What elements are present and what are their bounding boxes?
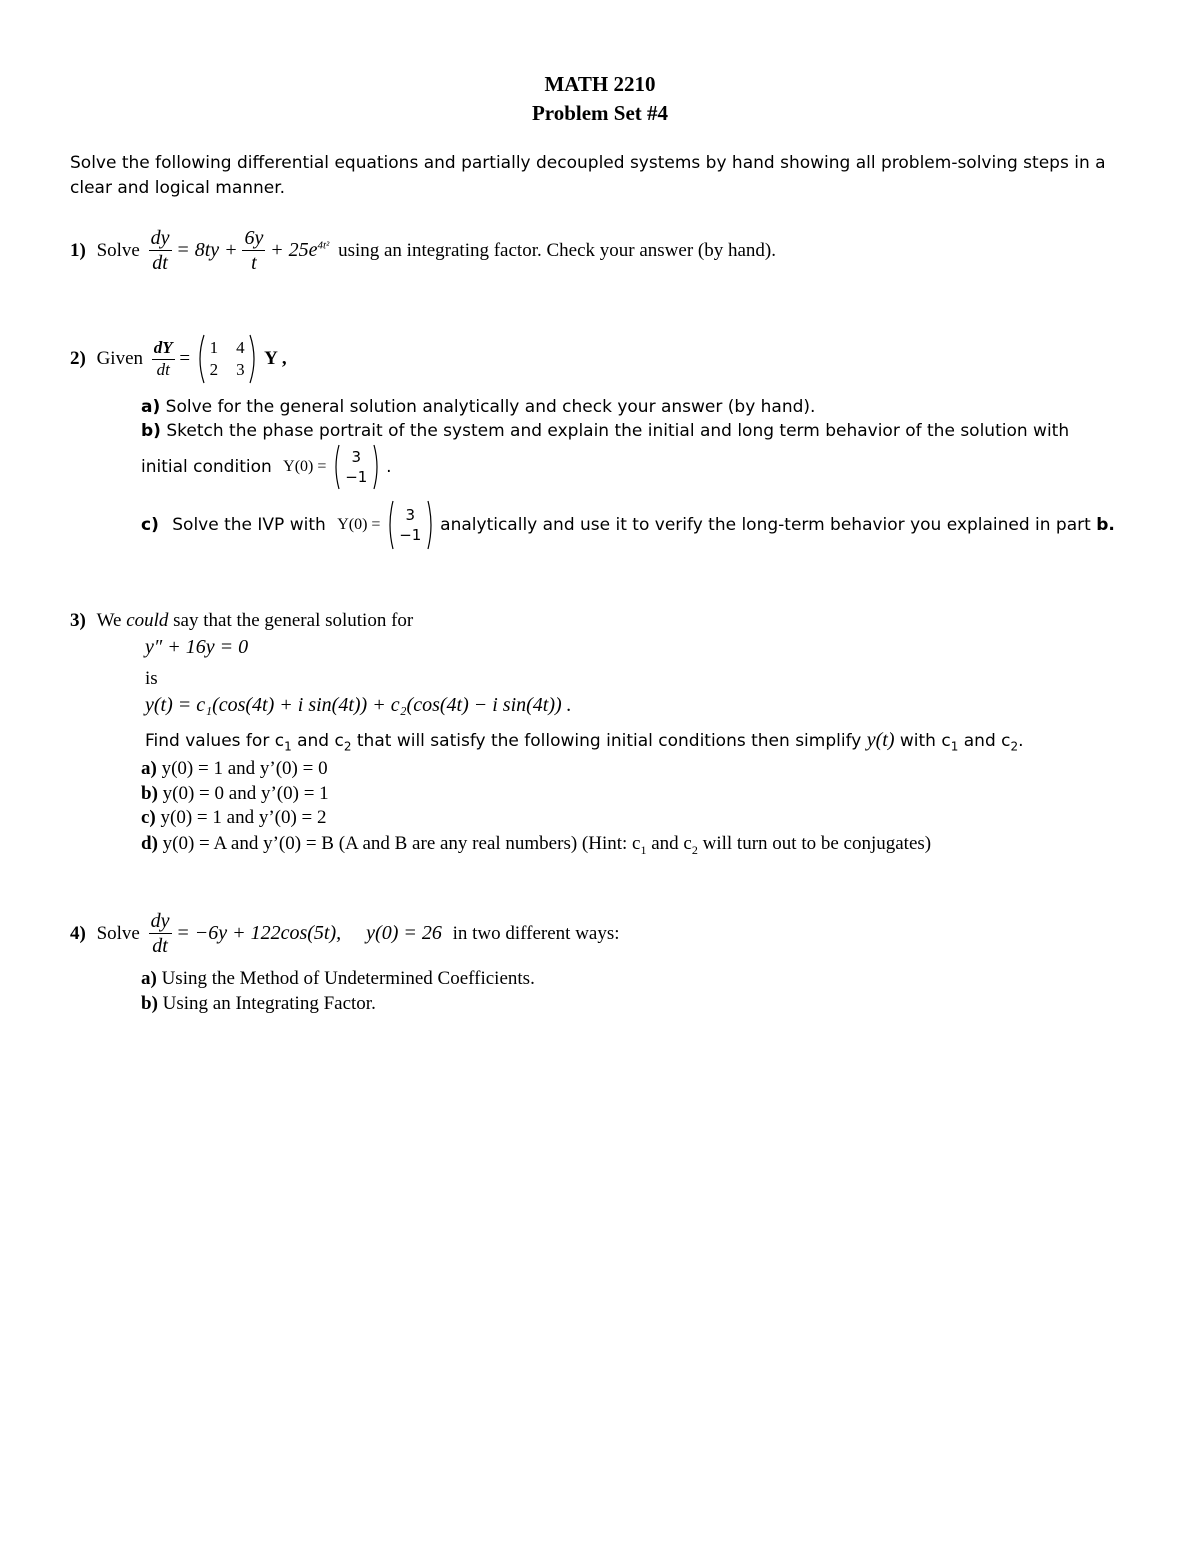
part-reference: b.	[1096, 515, 1115, 535]
derivative-fraction	[152, 338, 175, 380]
part-text: y(0) = 1 and y’(0) = 2	[160, 807, 327, 828]
subscript: 1	[640, 842, 647, 857]
general-solution: y(t) = c₁(cos(4t) + i sin(4t)) + c₂(cos(4t) − i sin(4t)) .	[145, 694, 572, 716]
period: .	[386, 457, 392, 477]
equation-ode: y″ + 16y = 0	[145, 636, 249, 658]
fraction-numerator: dy	[150, 227, 170, 249]
problem-2c	[141, 500, 1115, 550]
problem-4	[70, 909, 620, 958]
part-label: c)	[141, 515, 159, 535]
instruction-text: with c	[899, 731, 951, 751]
problem-3a	[141, 758, 328, 780]
matrix-entry: 1	[209, 338, 219, 357]
right-paren-icon	[427, 500, 435, 550]
problem-verb: Given	[96, 348, 144, 369]
equation-part: = 8ty +	[176, 239, 238, 261]
fraction-denominator: dt	[152, 935, 168, 957]
problem-number: 1)	[70, 239, 86, 261]
matrix-entry: 3	[236, 360, 245, 379]
problem-number: 2)	[70, 348, 86, 369]
left-paren-icon	[195, 334, 205, 384]
part-text: Using an Integrating Factor.	[162, 993, 376, 1014]
part-label: b)	[141, 783, 158, 804]
left-paren-icon	[386, 500, 394, 550]
matrix-entry: 4	[236, 338, 245, 357]
subscript: 1	[950, 739, 959, 754]
instruction-text: Find values for c	[145, 731, 285, 751]
instruction-text: that will satisfy the following initial conditions then simplify	[356, 731, 862, 751]
part-text: initial condition	[141, 457, 272, 477]
right-paren-icon	[249, 334, 259, 384]
problem-2a	[141, 397, 815, 417]
page-title: Problem Set #4	[531, 101, 669, 125]
subscript: 2	[1010, 739, 1019, 754]
fraction-denominator: dt	[152, 252, 168, 274]
instruction-text: and c	[963, 731, 1011, 751]
column-vector	[332, 444, 381, 490]
derivative-fraction	[149, 226, 172, 275]
fraction-denominator: t	[251, 252, 257, 274]
problem-3-instruction	[145, 729, 1024, 753]
problem-3c	[141, 807, 327, 829]
function-symbol: y(t)	[866, 729, 895, 751]
part-text: y(0) = A and y’(0) = B (A and B are any real numbers) (Hint: c	[162, 833, 641, 854]
fraction-denominator: dt	[156, 359, 170, 379]
period: .	[1018, 731, 1024, 751]
subscript: 1	[284, 739, 292, 754]
problem-2	[70, 334, 287, 384]
problem-text: We	[96, 610, 122, 631]
right-paren-icon	[373, 444, 381, 490]
problem-instruction: using an integrating factor. Check your answer (by hand).	[338, 239, 776, 261]
intro-line-1: Solve the following differential equations and partially decoupled systems by hand showing all problem-solving steps in a	[70, 153, 1106, 173]
problem-text: say that the general solution for	[173, 610, 414, 631]
problem-1	[70, 226, 776, 275]
fraction-numerator: dy	[150, 910, 170, 932]
problem-3b	[141, 783, 329, 805]
part-text: Solve the IVP with	[172, 515, 326, 535]
fraction-numerator: dY	[152, 338, 175, 359]
problem-number: 4)	[70, 922, 86, 944]
problem-number: 3)	[70, 610, 86, 631]
part-label: a)	[141, 397, 161, 417]
part-text: y(0) = 0 and y’(0) = 1	[162, 783, 329, 804]
column-vector	[386, 500, 435, 550]
part-text: will turn out to be conjugates)	[702, 833, 932, 854]
part-text: Solve for the general solution analytically and check your answer (by hand).	[165, 397, 816, 417]
problem-3d	[141, 833, 931, 858]
emphasis-text: could	[126, 610, 169, 631]
matrix	[195, 334, 260, 384]
problem-verb: Solve	[96, 922, 140, 944]
part-label: c)	[141, 807, 156, 828]
is-text: is	[145, 668, 158, 689]
derivative-fraction	[149, 909, 172, 958]
part-label: a)	[141, 758, 157, 779]
vector-entry: 3	[351, 448, 362, 466]
equals-sign: =	[179, 348, 191, 369]
problem-2b-condition	[141, 444, 392, 490]
exponent: 4t²	[317, 239, 330, 252]
problem-2b	[141, 421, 1069, 441]
problem-3	[70, 610, 413, 632]
part-label: b)	[141, 421, 161, 441]
term-fraction	[242, 226, 265, 275]
subscript: 2	[691, 842, 698, 857]
part-text: Using the Method of Undetermined Coefficients.	[161, 968, 535, 989]
part-text: Sketch the phase portrait of the system and explain the initial and long term behavior of the solution with	[166, 421, 1070, 441]
fraction-numerator: 6y	[244, 227, 264, 249]
problem-4a	[141, 968, 535, 990]
matrix-entry: 2	[209, 360, 219, 379]
initial-condition-label: Y(0) =	[337, 516, 381, 533]
problem-4b	[141, 993, 376, 1015]
subscript: 2	[343, 739, 352, 754]
course-title: MATH 2210	[544, 72, 656, 96]
intro-line-2: clear and logical manner.	[70, 178, 286, 198]
part-text: and c	[651, 833, 692, 854]
part-label: d)	[141, 833, 158, 854]
vector-entry: −1	[345, 468, 368, 486]
left-paren-icon	[332, 444, 340, 490]
problem-instruction: in two different ways:	[452, 922, 620, 944]
vector-entry: −1	[399, 526, 422, 544]
problem-verb: Solve	[96, 239, 140, 261]
vector-entry: 3	[405, 506, 416, 524]
initial-condition-label: Y(0) =	[283, 458, 327, 475]
part-label: b)	[141, 993, 158, 1014]
vector-symbol: Y ,	[264, 348, 287, 369]
part-label: a)	[141, 968, 157, 989]
part-text: analytically and use it to verify the long-term behavior you explained in part	[440, 515, 1091, 535]
equation-tail: + $25e^{4t^2}$	[270, 239, 330, 261]
instruction-text: and c	[297, 731, 344, 751]
equation-part: = −6y + 122cos(5t), y(0) = 26	[176, 922, 442, 944]
part-text: y(0) = 1 and y’(0) = 0	[161, 758, 328, 779]
